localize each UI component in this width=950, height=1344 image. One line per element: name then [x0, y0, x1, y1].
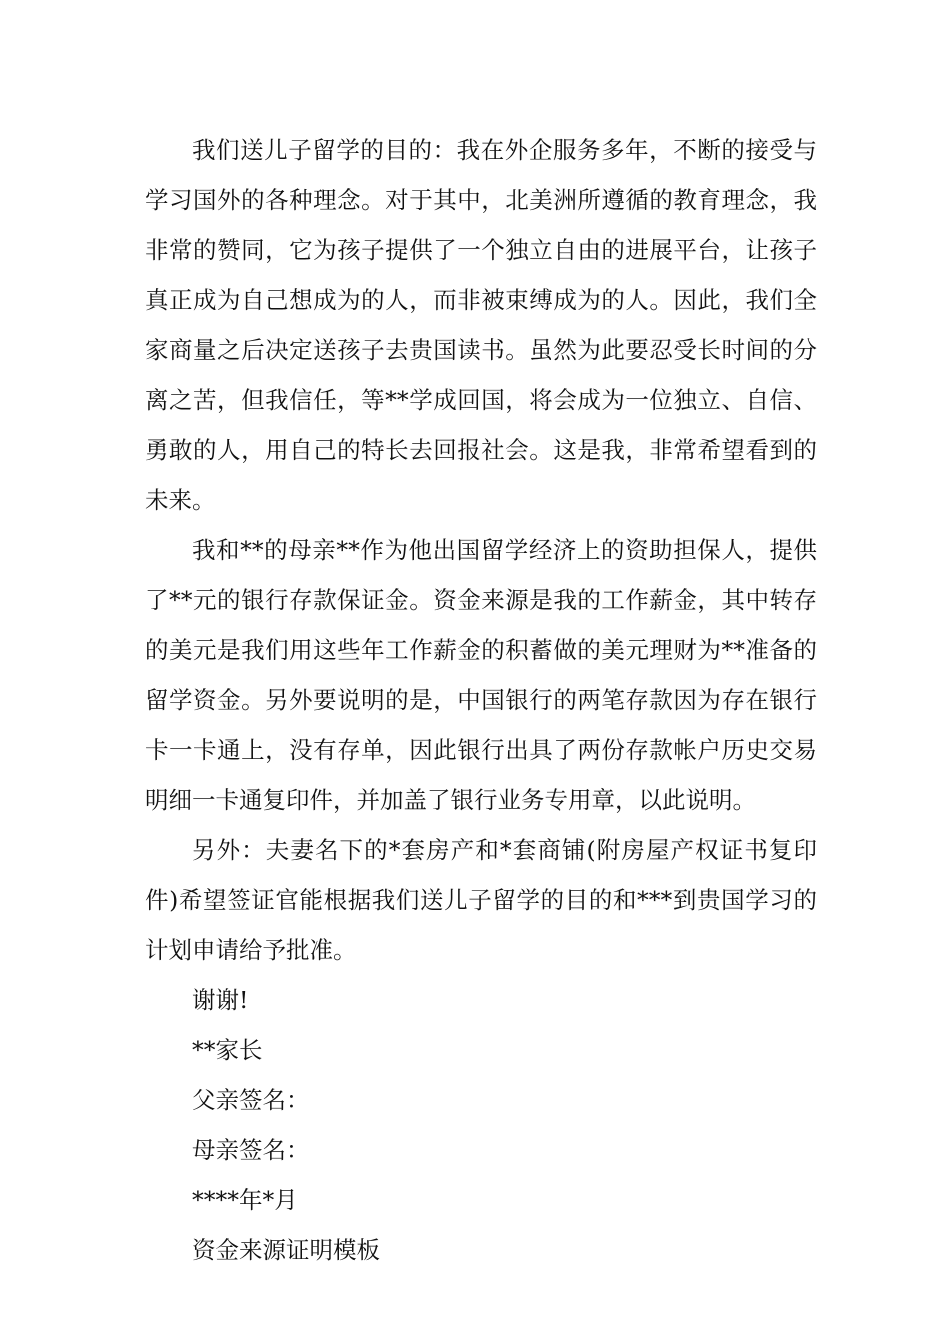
- paragraph-property: 另外：夫妻名下的*套房产和*套商铺(附房屋产权证书复印件)希望签证官能根据我们送儿子留学的目的和***到贵国学习的计划申请给予批准。: [145, 836, 817, 964]
- father-signature-label: 父亲签名：: [192, 1086, 310, 1114]
- closing-date: ****年*月: [192, 1186, 298, 1214]
- mother-signature-label: 母亲签名：: [192, 1136, 310, 1164]
- closing-signer: **家长: [192, 1036, 263, 1064]
- next-section-title: 资金来源证明模板: [192, 1236, 380, 1264]
- closing-thanks: 谢谢!: [192, 986, 249, 1014]
- paragraph-purpose: 我们送儿子留学的目的：我在外企服务多年，不断的接受与学习国外的各种理念。对于其中，北美洲所遵循的教育理念，我非常的赞同，它为孩子提供了一个独立自由的进展平台，让孩子真正成为自己想成为的人，而非被束缚成为的人。因此，我们全家商量之后决定送孩子去贵国读书。虽然为此要忍受长时间的分离之苦，但我信任，等**学成回国，将会成为一位独立、自信、勇敢的人，用自己的特长去回报社会。这是我，非常希望看到的未来。: [145, 136, 817, 514]
- paragraph-funding: 我和**的母亲**作为他出国留学经济上的资助担保人，提供了**元的银行存款保证金。资金来源是我的工作薪金，其中转存的美元是我们用这些年工作薪金的积蓄做的美元理财为**准备的留学资金。另外要说明的是，中国银行的两笔存款因为存在银行卡一卡通上，没有存单，因此银行出具了两份存款帐户历史交易明细一卡通复印件，并加盖了银行业务专用章，以此说明。: [145, 536, 817, 814]
- document-body: [145, 125, 817, 1275]
